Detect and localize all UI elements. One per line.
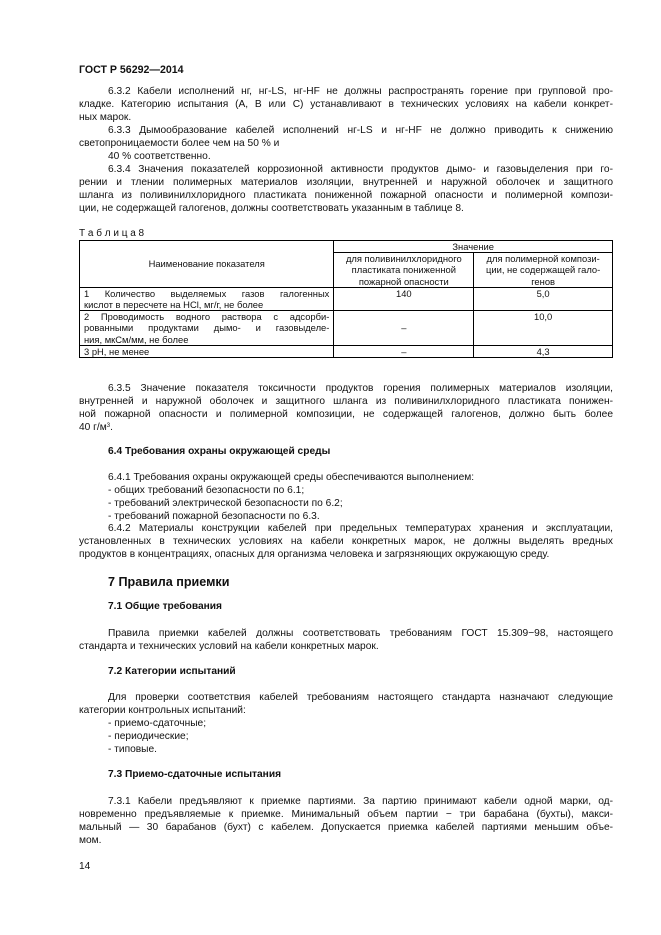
text-line: рении и тлении полимерных материалов изоляции, внутренней и наружной оболочек и защитного xyxy=(79,177,613,188)
text-line: 6.4.1 Требования охраны окружающей среды обеспечиваются выполнением: xyxy=(108,472,475,483)
table-row xyxy=(80,311,613,346)
section-heading-7-3: 7.3 Приемо-сдаточные испытания xyxy=(108,769,282,780)
table-row xyxy=(80,345,613,357)
text-line: ной пожарной опасности и полимерной композиции, не содержащей галогенов, должно быть более xyxy=(79,409,613,420)
list-item: - требований пожарной безопасности по 6.3. xyxy=(108,511,320,522)
subheader-halogen-free: для полимерной компози- ции, не содержащей гало- генов xyxy=(474,253,613,288)
text-line: 6.4.2 Материалы конструкции кабелей при предельных температурах хранения и эксплуатации, xyxy=(108,523,613,534)
subheader-pvc: для поливинилхлоридного пластиката пониженной пожарной опасности xyxy=(334,253,474,288)
section-heading-7: 7 Правила приемки xyxy=(108,575,230,589)
row-name: 1 Количество выделяемых газов галогенных кислот в пересчете на HCl, мг/г, не более xyxy=(80,287,334,310)
section-heading-7-1: 7.1 Общие требования xyxy=(108,601,222,612)
text-line: продуктов в концентрациях, опасных для организма человека и загрязняющих окружающую среду. xyxy=(79,549,550,560)
text-line: установленных в технических условиях на кабели конкретных марок, не должны выделять вредных xyxy=(79,536,613,547)
row-value-pvc: – xyxy=(334,345,474,357)
text-line: новременно предъявляемые к приемке. Минимальный объем партии − три барабана (бухты), макси- xyxy=(79,809,613,820)
table-row xyxy=(80,287,613,310)
text-line: 6.3.4 Значения показателей коррозионной активности продуктов дымо- и газовыделения при го- xyxy=(108,164,613,175)
table-caption: Т а б л и ц а 8 xyxy=(79,228,145,239)
list-item: - общих требований безопасности по 6.1; xyxy=(108,485,305,496)
row-value-pvc: 140 xyxy=(334,287,474,310)
text-line: ных марок. xyxy=(79,112,132,123)
column-header-name: Наименование показателя xyxy=(80,241,334,288)
list-item: - типовые. xyxy=(108,744,157,755)
text-line: внутренней и наружной оболочек и защитного шланга из поливинилхлоридного пластиката понижен- xyxy=(79,396,613,407)
row-value-halogen-free: 4,3 xyxy=(474,345,613,357)
text-line: 40 $г/м^3$. xyxy=(79,422,113,433)
text-line: стандарта и технических условий на кабели конкретных марок. xyxy=(79,641,379,652)
text-line: Правила приемки кабелей должны соответствовать требованиям ГОСТ 15.309−98, настоящего xyxy=(108,628,613,639)
list-item: - приемо-сдаточные; xyxy=(108,718,207,729)
row-name: 3 pH, не менее xyxy=(80,345,334,357)
row-value-pvc: – xyxy=(334,311,474,346)
text-line: ции, не содержащей галогенов, должны соответствовать указанным в таблице 8. xyxy=(79,203,464,214)
text-line: 6.3.5 Значение показателя токсичности продуктов горения полимерных материалов изоляции, xyxy=(108,383,613,394)
text-line: шланга из поливинилхлоридного пластиката пониженной пожарной опасности и полимерной компози- xyxy=(79,190,613,201)
table-8 xyxy=(79,240,613,358)
row-value-halogen-free: 10,0 xyxy=(474,311,613,346)
list-item: - требований электрической безопасности по 6.2; xyxy=(108,498,343,509)
list-item: - периодические; xyxy=(108,731,189,742)
page-number: 14 xyxy=(79,861,91,872)
column-header-value: Значение xyxy=(334,241,613,253)
page-header: ГОСТ Р 56292—2014 xyxy=(79,64,184,76)
text-line: 6.3.2 Кабели исполнений нг, нг-LS, нг-HF не должны распространять горение при групповой про- xyxy=(108,86,613,97)
text-line: светопроницаемости более чем на 50 % и xyxy=(79,138,280,149)
section-heading-7-2: 7.2 Категории испытаний xyxy=(108,666,236,677)
text-line: категории контрольных испытаний: xyxy=(79,705,246,716)
text-line: 40 % соответственно. xyxy=(108,151,211,162)
text-line: 7.3.1 Кабели предъявляют к приемке партиями. За партию принимают кабели одной марки, од- xyxy=(108,796,613,807)
text-line: Для проверки соответствия кабелей требованиям настоящего стандарта назначают следующие xyxy=(108,692,613,703)
row-value-halogen-free: 5,0 xyxy=(474,287,613,310)
text-line: кладке. Категорию испытания (A, B или C) устанавливают в технических условиях на кабели конкрет- xyxy=(79,99,613,110)
text-line: мом. xyxy=(79,835,102,846)
row-name: 2 Проводимость водного раствора с адсорби- рованными продуктами дымо- и газовыделе- ния, мкСм/мм, не более xyxy=(80,311,334,346)
section-heading-6-4: 6.4 Требования охраны окружающей среды xyxy=(108,446,331,457)
text-line: 6.3.3 Дымообразование кабелей исполнений нг-LS и нг-HF не должно приводить к снижению xyxy=(108,125,613,136)
text-line: мальный — 30 барабанов (бухт) с кабелем. Допускается приемка кабелей партиями меньшим объе- xyxy=(79,822,613,833)
